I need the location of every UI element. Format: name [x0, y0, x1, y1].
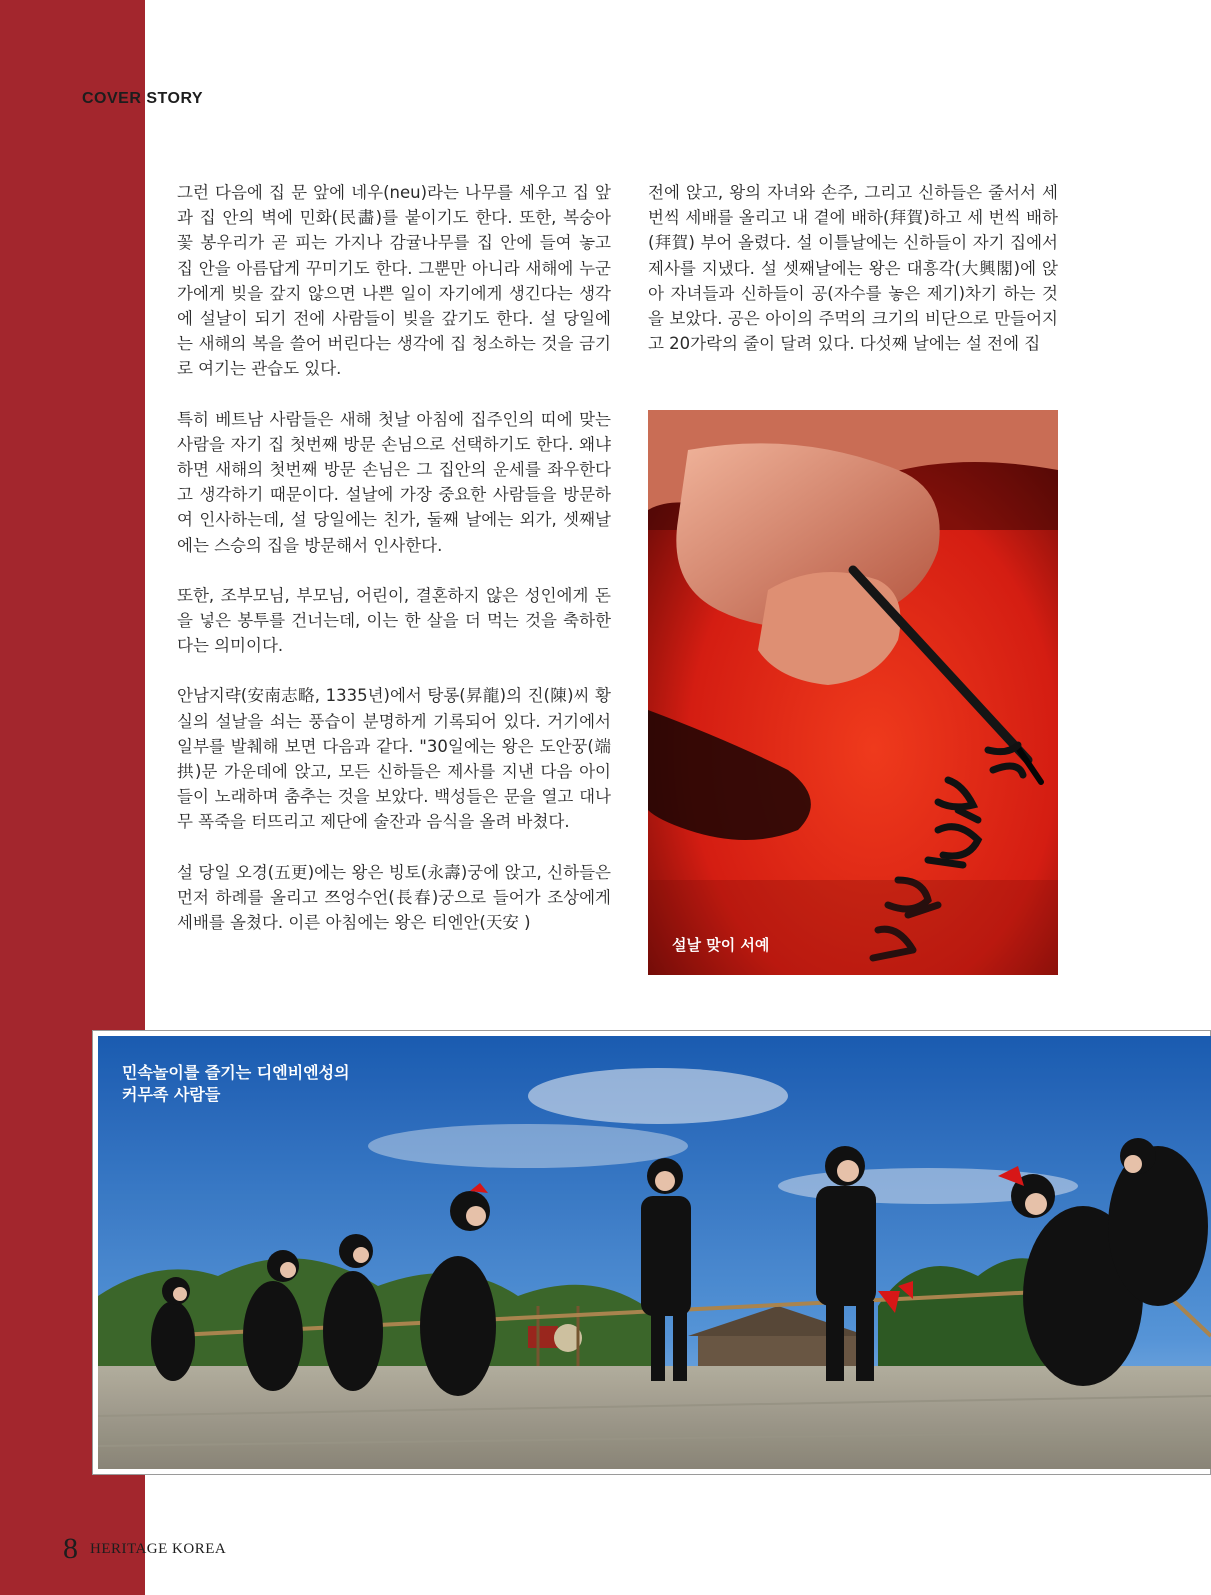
calligraphy-illustration [648, 410, 1058, 975]
paragraph: 안남지략(安南志略, 1335년)에서 탕롱(昇龍)의 진(陳)씨 황실의 설날을 쇠는 풍습이 분명하게 기록되어 있다. 거기에서 일부를 발췌해 보면 다음과 같다. "30일에는 왕은 도안꿍(端拱)문 가운데에 앉고, 모든 신하들은 제사를 지낸 다음 아이들이 노래하며 춤추는 것을 보았다. 백성들은 문을 열고 대나무 폭죽을 터뜨리고 제단에 술잔과 음식을 올려 바쳤다. [177, 686, 611, 832]
tug-of-war-photo [98, 1036, 1211, 1469]
caption-line: 민속놀이를 즐기는 디엔비엔성의 [122, 1063, 350, 1082]
paragraph: 또한, 조부모님, 부모님, 어린이, 결혼하지 않은 성인에게 돈을 넣은 봉투를 건너는데, 이는 한 살을 더 먹는 것을 축하한다는 의미이다. [177, 585, 611, 656]
calligraphy-caption: 설날 맞이 서예 [672, 936, 770, 954]
paragraph: 설 당일 오경(五更)에는 왕은 빙토(永壽)궁에 앉고, 신하들은 먼저 하례를 올리고 쯔엉수언(長春)궁으로 들어가 조상에게 세배를 올쳤다. 이른 아침에는 왕은 티엔안(天安 ) [177, 862, 611, 933]
caption-line: 커무족 사람들 [122, 1085, 221, 1104]
tug-of-war-caption [122, 1062, 350, 1106]
page-footer [63, 1532, 226, 1566]
left-text-column [177, 180, 611, 960]
paragraph: 그런 다음에 집 문 앞에 네우(neu)라는 나무를 세우고 집 앞과 집 안의 벽에 민화(民畵)를 붙이기도 한다. 또한, 복숭아 꽃 봉우리가 곧 피는 가지나 감귤나무를 집 안에 들여 놓고 집 안을 아름답게 꾸미기도 한다. 그뿐만 아니라 새해에 누군가에게 빚을 갚지 않으면 나쁜 일이 자기에게 생긴다는 생각에 설날이 되기 전에 사람들이 빚을 갚기도 한다. 설 당일에는 새해의 복을 쓸어 버린다는 생각에 집 청소하는 것을 금기로 여기는 관습도 있다. [177, 183, 611, 379]
page-number: 8 [63, 1532, 78, 1565]
calligraphy-photo [648, 410, 1058, 975]
section-label: COVER STORY [82, 90, 204, 107]
paragraph: 특히 베트남 사람들은 새해 첫날 아침에 집주인의 띠에 맞는 사람을 자기 집 첫번째 방문 손님으로 선택하기도 한다. 왜냐하면 새해의 첫번째 방문 손님은 그 집안의 운세를 좌우한다고 생각하기 때문이다. 설날에 가장 중요한 사람들을 방문하여 인사하는데, 설 당일에는 친가, 둘째 날에는 외가, 셋째날에는 스승의 집을 방문해서 인사한다. [177, 409, 611, 555]
right-text-column [648, 180, 1058, 381]
magazine-name: HERITAGE KOREA [90, 1540, 227, 1557]
paragraph: 전에 앉고, 왕의 자녀와 손주, 그리고 신하들은 줄서서 세번씩 세배를 올리고 내 곁에 배하(拜賀)하고 세 번씩 배하(拜賀) 부어 올렸다. 설 이틀날에는 신하들이 자기 집에서 제사를 지냈다. 설 셋째날에는 왕은 대흥각(大興閣)에 앉아 자녀들과 신하들이 공(자수를 놓은 제기)차기 하는 것을 보았다. 공은 아이의 주먹의 크기의 비단으로 만들어지고 20가락의 줄이 달려 있다. 다섯째 날에는 설 전에 집 [648, 183, 1058, 354]
